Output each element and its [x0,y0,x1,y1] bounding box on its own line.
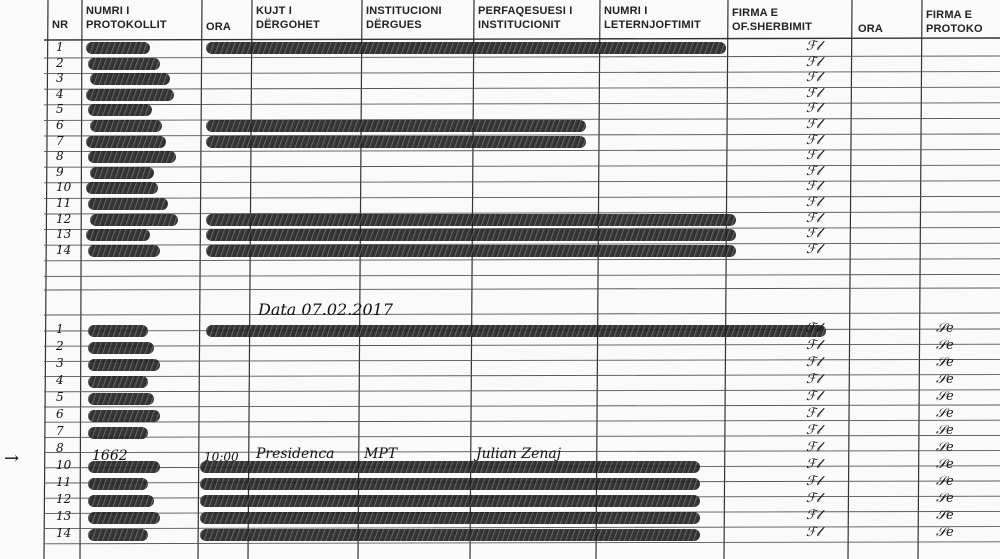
officer-signature: ℱ𝓁 [806,39,821,54]
protocol-signature: 𝒮𝑒 [936,355,954,370]
row-number: 2 [56,55,64,70]
row-number: 7 [56,424,64,438]
redacted-row-content [206,229,736,241]
header-protocol-signature-line1: FIRMA E [926,9,973,21]
row-number: 13 [56,227,72,242]
header-institution-line1: INSTITUCIONI [366,5,442,17]
arrow-marker: → [4,448,20,469]
protocol-signature: 𝒮𝑒 [936,372,954,387]
redacted-protocol-number [88,376,148,388]
officer-signature: ℱ𝓁 [806,163,821,179]
header-institution-line2: DËRGUES [366,19,422,31]
officer-signature: ℱ𝓁 [806,491,821,506]
officer-signature: ℱ𝓁 [806,508,821,523]
officer-signature: ℱ𝓁 [806,406,821,421]
row-number: 10 [56,180,72,195]
redacted-row-content [206,245,736,257]
officer-signature: ℱ𝓁 [806,355,821,370]
redacted-row-content [200,495,700,507]
officer-signature: ℱ𝓁 [806,195,821,210]
officer-signature: ℱ𝓁 [806,457,821,472]
header-recipient-line2: DËRGOHET [256,19,320,31]
header-id-number-line1: NUMRI I [604,5,648,17]
officer-signature: ℱ𝓁 [806,101,821,117]
redacted-protocol-number [88,58,160,70]
header-id-number-line2: LETERNJOFTIMIT [604,19,701,31]
row-number: 11 [56,475,72,489]
redacted-protocol-number [88,529,148,541]
redacted-protocol-number [88,245,160,257]
officer-signature: ℱ𝓁 [806,179,821,195]
redacted-protocol-number [90,167,154,179]
entry-recipient: Presidenca [256,446,335,462]
redacted-protocol-number [90,214,178,226]
redacted-row-content [206,325,826,337]
redacted-row-content [200,478,700,490]
officer-signature: ℱ𝓁 [806,423,821,438]
row-number: 4 [56,86,64,101]
redacted-protocol-number [86,229,150,241]
protocol-signature: 𝒮𝑒 [936,440,954,455]
officer-signature: ℱ𝓁 [806,117,821,132]
row-number: 13 [56,509,72,523]
officer-signature: ℱ𝓁 [806,321,821,336]
date-heading: Data 07.02.2017 [258,300,394,319]
redacted-row-content [200,461,700,473]
row-number: 9 [56,164,64,179]
header-representative-line1: PERFAQESUESI I [478,5,573,17]
row-number: 8 [56,149,64,164]
entry-protocol-number: 1662 [92,448,128,464]
officer-signature: ℱ𝓁 [806,226,821,242]
redacted-protocol-number [86,136,166,148]
protocol-signature: 𝒮𝑒 [936,525,954,540]
redacted-protocol-number [88,410,160,422]
protocol-signature: 𝒮𝑒 [936,338,954,353]
officer-signature: ℱ𝓁 [806,525,821,540]
header-recipient-line1: KUJT I [256,5,293,17]
redacted-protocol-number [88,151,176,163]
redacted-row-content [206,120,586,132]
redacted-row-content [206,136,586,148]
row-number: 12 [56,492,72,506]
protocol-signature: 𝒮𝑒 [936,389,954,404]
protocol-signature: 𝒮𝑒 [936,406,954,421]
header-officer-signature-line2: OF.SHERBIMIT [732,21,813,33]
row-number: 5 [56,390,64,404]
redacted-protocol-number [86,89,174,101]
redacted-protocol-number [88,198,168,210]
officer-signature: ℱ𝓁 [806,241,821,257]
row-number: 14 [56,526,72,540]
officer-signature: ℱ𝓁 [806,338,821,353]
row-number: 6 [56,407,64,421]
header-protocol-line2: PROTOKOLLIT [86,19,167,31]
redacted-protocol-number [90,73,170,85]
row-number: 11 [56,196,72,210]
redacted-protocol-number [88,325,148,337]
redacted-protocol-number [88,342,154,354]
redacted-protocol-number [88,478,148,490]
row-number: 1 [56,322,64,336]
entry-institution: MPT [364,446,398,462]
redacted-protocol-number [88,359,160,371]
protocol-signature: 𝒮𝑒 [936,474,954,489]
row-number: 1 [56,40,64,54]
row-number: 5 [56,102,64,117]
row-number: 8 [56,441,64,455]
row-number: 3 [56,356,64,370]
redacted-protocol-number [86,182,158,194]
entry-representative: Julian Zenaj [476,446,562,462]
header-protocol-line1: NUMRI I [86,5,130,17]
officer-signature: ℱ𝓁 [806,148,821,164]
header-nr: NR [52,19,69,31]
row-number: 12 [56,211,72,226]
redacted-protocol-number [88,495,154,507]
row-number: 14 [56,242,72,257]
redacted-protocol-number [86,42,150,54]
redacted-protocol-number [90,120,162,132]
officer-signature: ℱ𝓁 [806,132,821,148]
officer-signature: ℱ𝓁 [806,85,821,101]
redacted-row-content [206,214,736,226]
entry-time: 10:00 [204,450,239,464]
protocol-signature: 𝒮𝑒 [936,457,954,472]
redacted-row-content [200,529,700,541]
redacted-protocol-number [88,427,148,439]
redacted-protocol-number [88,512,160,524]
header-protocol-signature-line2: PROTOKO [926,23,983,35]
officer-signature: ℱ𝓁 [806,474,821,489]
officer-signature: ℱ𝓁 [806,54,821,70]
officer-signature: ℱ𝓁 [806,389,821,404]
redacted-protocol-number [88,104,152,116]
row-number: 6 [56,118,64,132]
row-number: 2 [56,339,64,353]
protocol-signature: 𝒮𝑒 [936,321,954,336]
officer-signature: ℱ𝓁 [806,440,821,455]
protocol-signature: 𝒮𝑒 [936,423,954,438]
row-number: 10 [56,458,72,472]
header-time: ORA [206,21,232,33]
header-time-2: ORA [858,23,884,35]
redacted-row-content [200,512,700,524]
row-number: 4 [56,373,64,387]
row-number: 3 [56,71,64,86]
officer-signature: ℱ𝓁 [806,210,821,226]
redacted-protocol-number [88,393,154,405]
redacted-row-content [206,42,726,54]
protocol-signature: 𝒮𝑒 [936,508,954,523]
protocol-signature: 𝒮𝑒 [936,491,954,506]
officer-signature: ℱ𝓁 [806,70,821,86]
header-representative-line2: INSTITUCIONIT [478,19,561,31]
header-officer-signature-line1: FIRMA E [732,7,779,19]
row-number: 7 [56,133,64,148]
officer-signature: ℱ𝓁 [806,372,821,387]
